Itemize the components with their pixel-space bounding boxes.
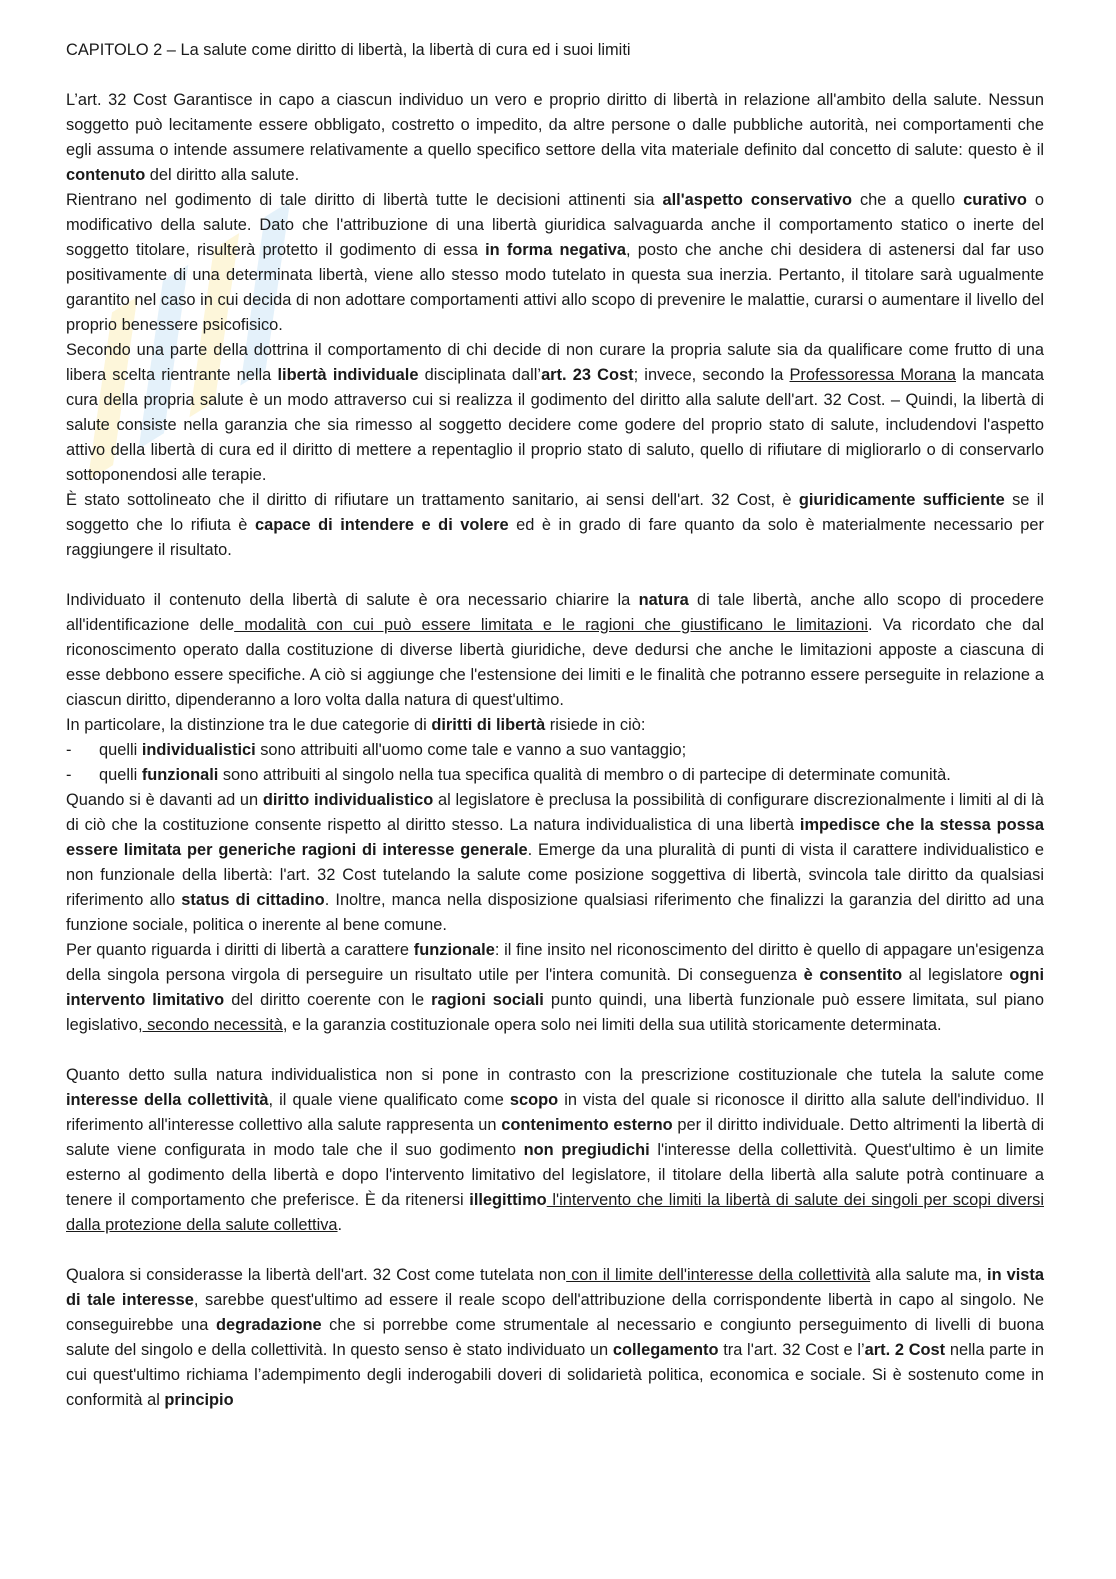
bold-term: impedisce che la stessa possa essere limitata per generiche ragioni di interesse generale [66, 816, 1044, 859]
text-run: È stato sottolineato che il diritto di rifiutare un trattamento sanitario, ai sensi dell'art. 32 Cost, è [66, 491, 799, 509]
text-run: . [337, 1216, 343, 1234]
underlined-text: Professoressa Morana [789, 366, 957, 384]
bold-term: funzionali [141, 766, 219, 784]
text-run: alla salute ma, [870, 1266, 988, 1284]
paragraph [66, 188, 1044, 338]
document-page [66, 38, 1044, 1413]
text-run: Per quanto riguarda i diritti di libertà a carattere [66, 941, 414, 959]
bold-term: in forma negativa [485, 241, 627, 259]
bold-term: capace di intendere e di volere [254, 516, 509, 534]
underlined-text: l'intervento che limiti la libertà di salute dei singoli per scopi diversi dalla protezione della salute collettiva [66, 1191, 1044, 1234]
text-run: l'interesse della collettività. Quest'ultimo è un limite esterno al godimento della libertà e dopo l'intervento limitativo del legislatore, il titolare della libertà alla salute potrà continuare a tenere il comportamento che preferisce. È da ritenersi [66, 1141, 1045, 1209]
bold-term: contenuto [66, 166, 146, 184]
bold-term: status di cittadino [181, 891, 325, 909]
bold-term: libertà individuale [277, 366, 419, 384]
text-run: Individuato il contenuto della libertà di salute è ora necessario chiarire la [66, 591, 639, 609]
bold-term: art. 2 Cost [864, 1341, 946, 1359]
text-run: , posto che anche chi desidera di astenersi dal far uso positivamente di una determinata libertà, viene allo stesso modo tutelato in questa sua inerzia. Pertanto, il titolare sarà ugualmente garantito nel caso in cui decida di non adottare comportamenti attivi allo scopo di prevenire le malattie, curarsi o aumentare il livello del proprio benessere psicofisico. [66, 241, 1044, 334]
text-run: Rientrano nel godimento di tale diritto di libertà tutte le decisioni attinenti sia [66, 191, 663, 209]
paragraph [66, 588, 1044, 713]
text-run: la mancata cura della propria salute è un modo attraverso cui si realizza il godimento del diritto alla salute dell'art. 32 Cost. – Quindi, la libertà di salute consiste nella garanzia che sia rimesso al soggetto decidere come godere del proprio stato di salute, includendovi l'aspetto attivo della libertà di cura ed il diritto di mettere a repentaglio il proprio stato di saluto, quello di rifiutare di migliorarlo o di conservarlo sottoponendosi alle terapie. [66, 366, 1044, 484]
underlined-text: secondo necessità [142, 1016, 283, 1034]
text-run: se il soggetto che lo rifiuta è [66, 491, 1045, 534]
text-run: . Va ricordato che dal riconoscimento operato dalla costituzione di diverse libertà giuridiche, deve dedursi che anche le limitazioni apposte a ciascuna di esse debbono essere specifiche. A ciò si aggiunge che l'estensione dei limiti e le finalità che potranno essere perseguite in relazione a ciascun diritto, dipenderanno a loro volta dalla natura di quest'ultimo. [66, 616, 1044, 709]
paragraph [66, 1263, 1044, 1413]
underlined-text: modalità con cui può essere limitata e le ragioni che giustificano le limitazioni [234, 616, 868, 634]
text-run: punto quindi, una libertà funzionale può essere limitata, sul piano legislativo, [66, 991, 1044, 1034]
bold-term: degradazione [215, 1316, 322, 1334]
paragraph [66, 1063, 1044, 1238]
paragraph [66, 788, 1044, 938]
text-run: Quanto detto sulla natura individualistica non si pone in contrasto con la prescrizione costituzionale che tutela la salute come [66, 1066, 1044, 1084]
text-run: quelli [99, 741, 142, 759]
text-run: di tale libertà, anche allo scopo di procedere all'identificazione delle [66, 591, 1044, 634]
text-run: . Inoltre, manca nella disposizione qualsiasi riferimento che finalizzi la garanzia del diritto ad una funzione sociale, politica o inerente al bene comune. [66, 891, 1045, 934]
bold-term: diritto individualistico [262, 791, 434, 809]
bold-term: in vista di tale interesse [66, 1266, 1044, 1309]
paragraph [66, 713, 1044, 738]
bold-term: scopo [509, 1091, 559, 1109]
bold-term: contenimento esterno [501, 1116, 673, 1134]
text-run: al legislatore è preclusa la possibilità di configurare discrezionalmente i limiti al di là di ciò che la costituzione consente rispetto al diritto stesso. La natura individualistica di una libertà [66, 791, 1044, 834]
bold-term: illegittimo [469, 1191, 547, 1209]
text-run: ed è in grado di fare quanto da solo è materialmente necessario per raggiungere il risultato. [66, 516, 1044, 559]
bold-term: natura [638, 591, 689, 609]
text-run: disciplinata dall’ [418, 366, 542, 384]
text-run: ; invece, secondo la [633, 366, 790, 384]
text-run: tra l'art. 32 Cost e l’ [718, 1341, 865, 1359]
list-item [66, 763, 1044, 788]
bold-term: all'aspetto conservativo [662, 191, 852, 209]
bold-term: principio [164, 1391, 234, 1409]
dash-bullet: - [66, 766, 72, 784]
text-run: quelli [99, 766, 142, 784]
paragraph [66, 488, 1044, 563]
text-run: , il quale viene qualificato come [268, 1091, 510, 1109]
text-run: per il diritto individuale. Detto altrimenti la libertà di salute viene configurata in modo tale che il suo godimento [66, 1116, 1044, 1159]
text-run: , e la garanzia costituzionale opera solo nei limiti della sua utilità storicamente determinata. [282, 1016, 942, 1034]
text-run: : il fine insito nel riconoscimento del diritto è quello di appagare un'esigenza della singola persona virgola di perseguire un risultato utile per l'intera comunità. Di conseguenza [66, 941, 1044, 984]
text-run: In particolare, la distinzione tra le due categorie di [66, 716, 432, 734]
text-run: L’art. 32 Cost Garantisce in capo a ciascun individuo un vero e proprio diritto di libertà in relazione all'ambito della salute. Nessun soggetto può lecitamente essere obbligato, costretto o impedito, da altre persone o dalle pubbliche autorità, nei comportamenti che egli assuma o intende assumere relativamente a quello specifico settore della vita materiale definito dal concetto di salute: questo è il [66, 91, 1044, 159]
text-run: in vista del quale si riconosce il diritto alla salute dell'individuo. Il riferimento all'interesse collettivo alla salute rappresenta un [66, 1091, 1044, 1134]
text-run: o modificativo della salute. Dato che l'attribuzione di una libertà giuridica salvaguarda anche il comportamento statico o inerte del soggetto titolare, risulterà protetto il godimento di essa [66, 191, 1044, 259]
paragraph [66, 338, 1044, 488]
body-section-a [66, 88, 1044, 738]
bold-term: curativo [963, 191, 1027, 209]
text-run: sono attribuiti all'uomo come tale e vanno a suo vantaggio; [255, 741, 687, 759]
text-run: Quando si è davanti ad un [66, 791, 263, 809]
dash-list [66, 738, 1044, 788]
text-run: risiede in ciò: [545, 716, 646, 734]
bold-term: ogni intervento limitativo [66, 966, 1044, 1009]
paragraph [66, 88, 1044, 188]
bold-term: individualistici [141, 741, 256, 759]
bold-term: è consentito [803, 966, 903, 984]
bold-term: interesse della collettività [66, 1091, 269, 1109]
text-run: del diritto alla salute. [145, 166, 300, 184]
bold-term: giuridicamente sufficiente [798, 491, 1005, 509]
body-section-b [66, 788, 1044, 1413]
bold-term: collegamento [612, 1341, 719, 1359]
bold-term: ragioni sociali [431, 991, 544, 1009]
underlined-text: con il limite dell'interesse della collettività [566, 1266, 871, 1284]
text-run: Secondo una parte della dottrina il comportamento di chi decide di non curare la propria salute sia da qualificare come frutto di una libera scelta rientrante nella [66, 341, 1044, 384]
text-run: nella parte in cui quest'ultimo richiama l’adempimento degli inderogabili doveri di solidarietà politica, economica e sociale. Si è sostenuto come in conformità al [66, 1341, 1045, 1409]
bold-term: diritti di libertà [431, 716, 546, 734]
text-run: Qualora si considerasse la libertà dell'art. 32 Cost come tutelata non [66, 1266, 567, 1284]
list-item [66, 738, 1044, 763]
bold-term: non pregiudichi [523, 1141, 650, 1159]
text-run: , sarebbe quest'ultimo ad essere il reale scopo dell'attribuzione della corrispondente libertà in capo al singolo. Ne conseguirebbe una [66, 1291, 1044, 1334]
paragraph [66, 938, 1044, 1038]
text-run: che si porrebbe come strumentale al necessario e congiunto perseguimento di livelli di buona salute del singolo e della collettività. In questo senso è stato individuato un [66, 1316, 1044, 1359]
text-run: al legislatore [902, 966, 1010, 984]
text-run: sono attribuiti al singolo nella tua specifica qualità di membro o di partecipe di determinate comunità. [218, 766, 951, 784]
bold-term: art. 23 Cost [541, 366, 634, 384]
bold-term: funzionale [413, 941, 495, 959]
text-run: che a quello [851, 191, 964, 209]
text-run: . Emerge da una pluralità di punti di vista il carattere individualistico e non funzionale della libertà: l'art. 32 Cost tutelando la salute come posizione soggettiva di libertà, svincola tale diritto da qualsiasi riferimento allo [66, 841, 1044, 909]
chapter-heading: CAPITOLO 2 – La salute come diritto di libertà, la libertà di cura ed i suoi limiti [66, 41, 631, 59]
text-run: del diritto coerente con le [224, 991, 432, 1009]
dash-bullet: - [66, 741, 72, 759]
